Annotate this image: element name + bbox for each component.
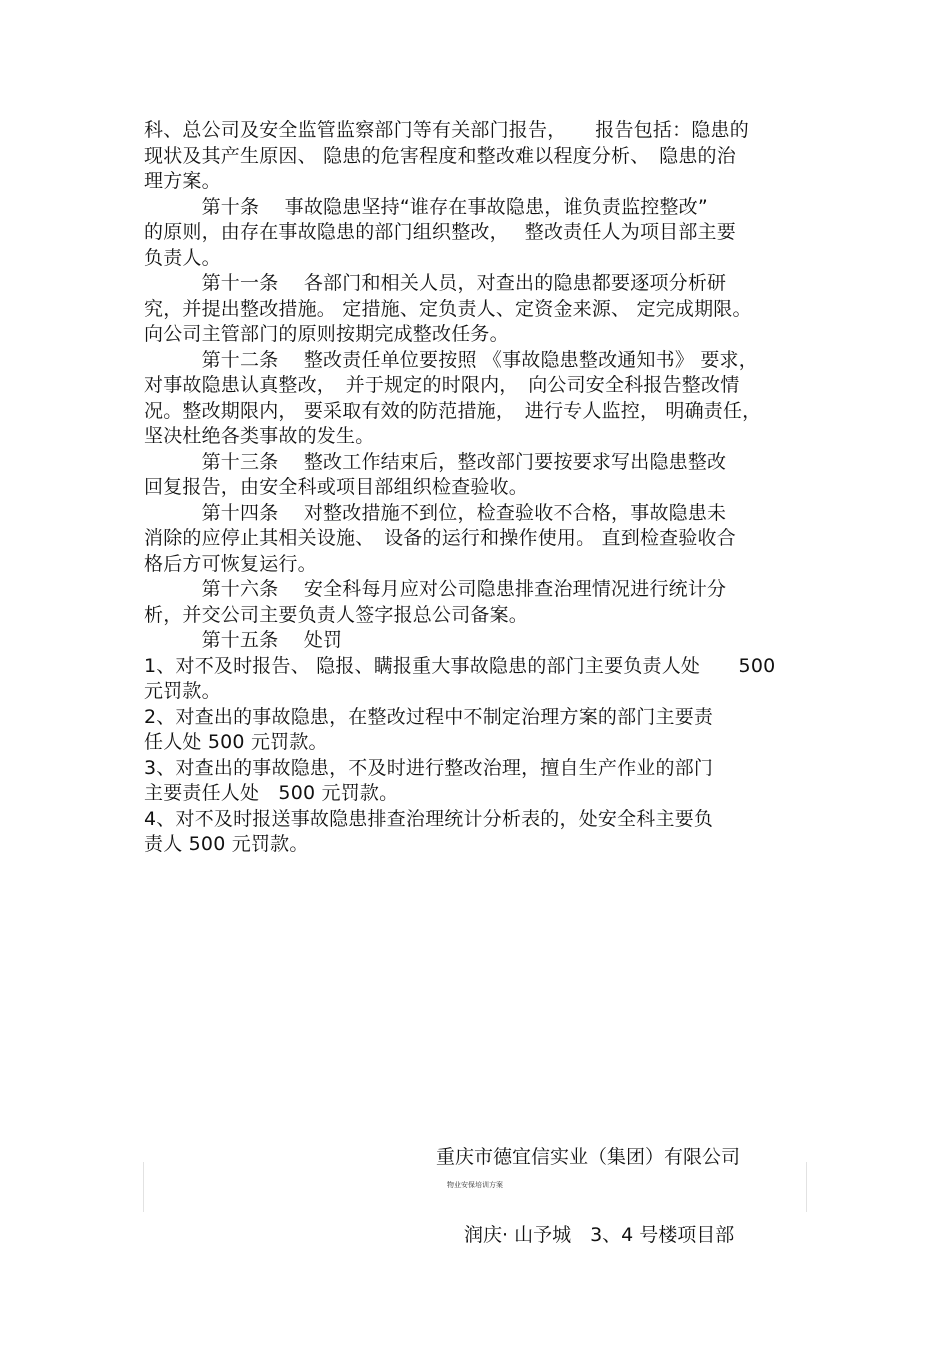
text-line: 坚决杜绝各类事故的发生。 [144, 425, 375, 447]
footer-caption: 物业安保培训方案 [447, 1181, 503, 1189]
text-line: 消除的应停止其相关设施、 设备的运行和操作使用。 直到检查验收合 [144, 527, 736, 549]
text-line: 科、总公司及安全监管监察部门等有关部门报告， 报告包括：隐患的 [144, 119, 749, 141]
text-line: 理方案。 [144, 170, 221, 192]
text-line: 第十五条 处罚 [144, 629, 343, 651]
text-line: 3、对查出的事故隐患，不及时进行整改治理，擅自生产作业的部门 [144, 756, 714, 779]
text-line: 主要责任人处 500 元罚款。 [144, 782, 399, 804]
text-line: 负责人。 [144, 246, 221, 269]
text-line: 第十四条 对整改措施不到位，检查验收不合格，事故隐患未 [144, 501, 727, 524]
text-line: 第十二条 整改责任单位要按照 《事故隐患整改通知书》 要求， [144, 348, 758, 371]
text-line: 责人 500 元罚款。 [144, 833, 309, 855]
text-line: 2、对查出的事故隐患，在整改过程中不制定治理方案的部门主要责 [144, 705, 714, 728]
text-line: 元罚款。 [144, 680, 221, 702]
text-line: 任人处 500 元罚款。 [144, 731, 328, 753]
text-line: 现状及其产生原因、 隐患的危害程度和整改难以程度分析、 隐患的治 [144, 144, 736, 167]
text-line: 况。整改期限内， 要采取有效的防范措施， 进行专人监控， 明确责任， [144, 399, 762, 422]
text-line: 向公司主管部门的原则按期完成整改任务。 [144, 323, 509, 345]
text-line: 1、对不及时报告、 隐报、瞒报重大事故隐患的部门主要负责人处 500 [144, 654, 776, 677]
signature-project: 润庆· 山予城 3、4 号楼项目部 [464, 1224, 735, 1246]
text-line: 第十六条 安全科每月应对公司隐患排查治理情况进行统计分 [144, 578, 727, 600]
signature-company: 重庆市德宜信实业（集团）有限公司 [436, 1146, 741, 1168]
text-line: 第十三条 整改工作结束后，整改部门要按要求写出隐患整改 [144, 450, 727, 473]
text-line: 第十条 事故隐患坚持“谁存在事故隐患，谁负责监控整改” [144, 195, 708, 218]
text-line: 究，并提出整改措施。 定措施、定负责人、定资金来源、 定完成期限。 [144, 297, 752, 320]
text-line: 对事故隐患认真整改， 并于规定的时限内， 向公司安全科报告整改情 [144, 374, 740, 396]
text-line: 析，并交公司主要负责人签字报总公司备案。 [144, 603, 529, 626]
footer-rule-right [806, 1162, 807, 1212]
footer-rule-left [143, 1162, 144, 1212]
text-line: 4、对不及时报送事故隐患排查治理统计分析表的，处安全科主要负 [144, 807, 714, 830]
text-line: 格后方可恢复运行。 [144, 552, 317, 575]
text-line: 回复报告，由安全科或项目部组织检查验收。 [144, 476, 529, 498]
text-line: 的原则，由存在事故隐患的部门组织整改， 整改责任人为项目部主要 [144, 221, 736, 243]
document-body [144, 118, 824, 858]
text-line: 第十一条 各部门和相关人员，对查出的隐患都要逐项分析研 [144, 272, 727, 294]
